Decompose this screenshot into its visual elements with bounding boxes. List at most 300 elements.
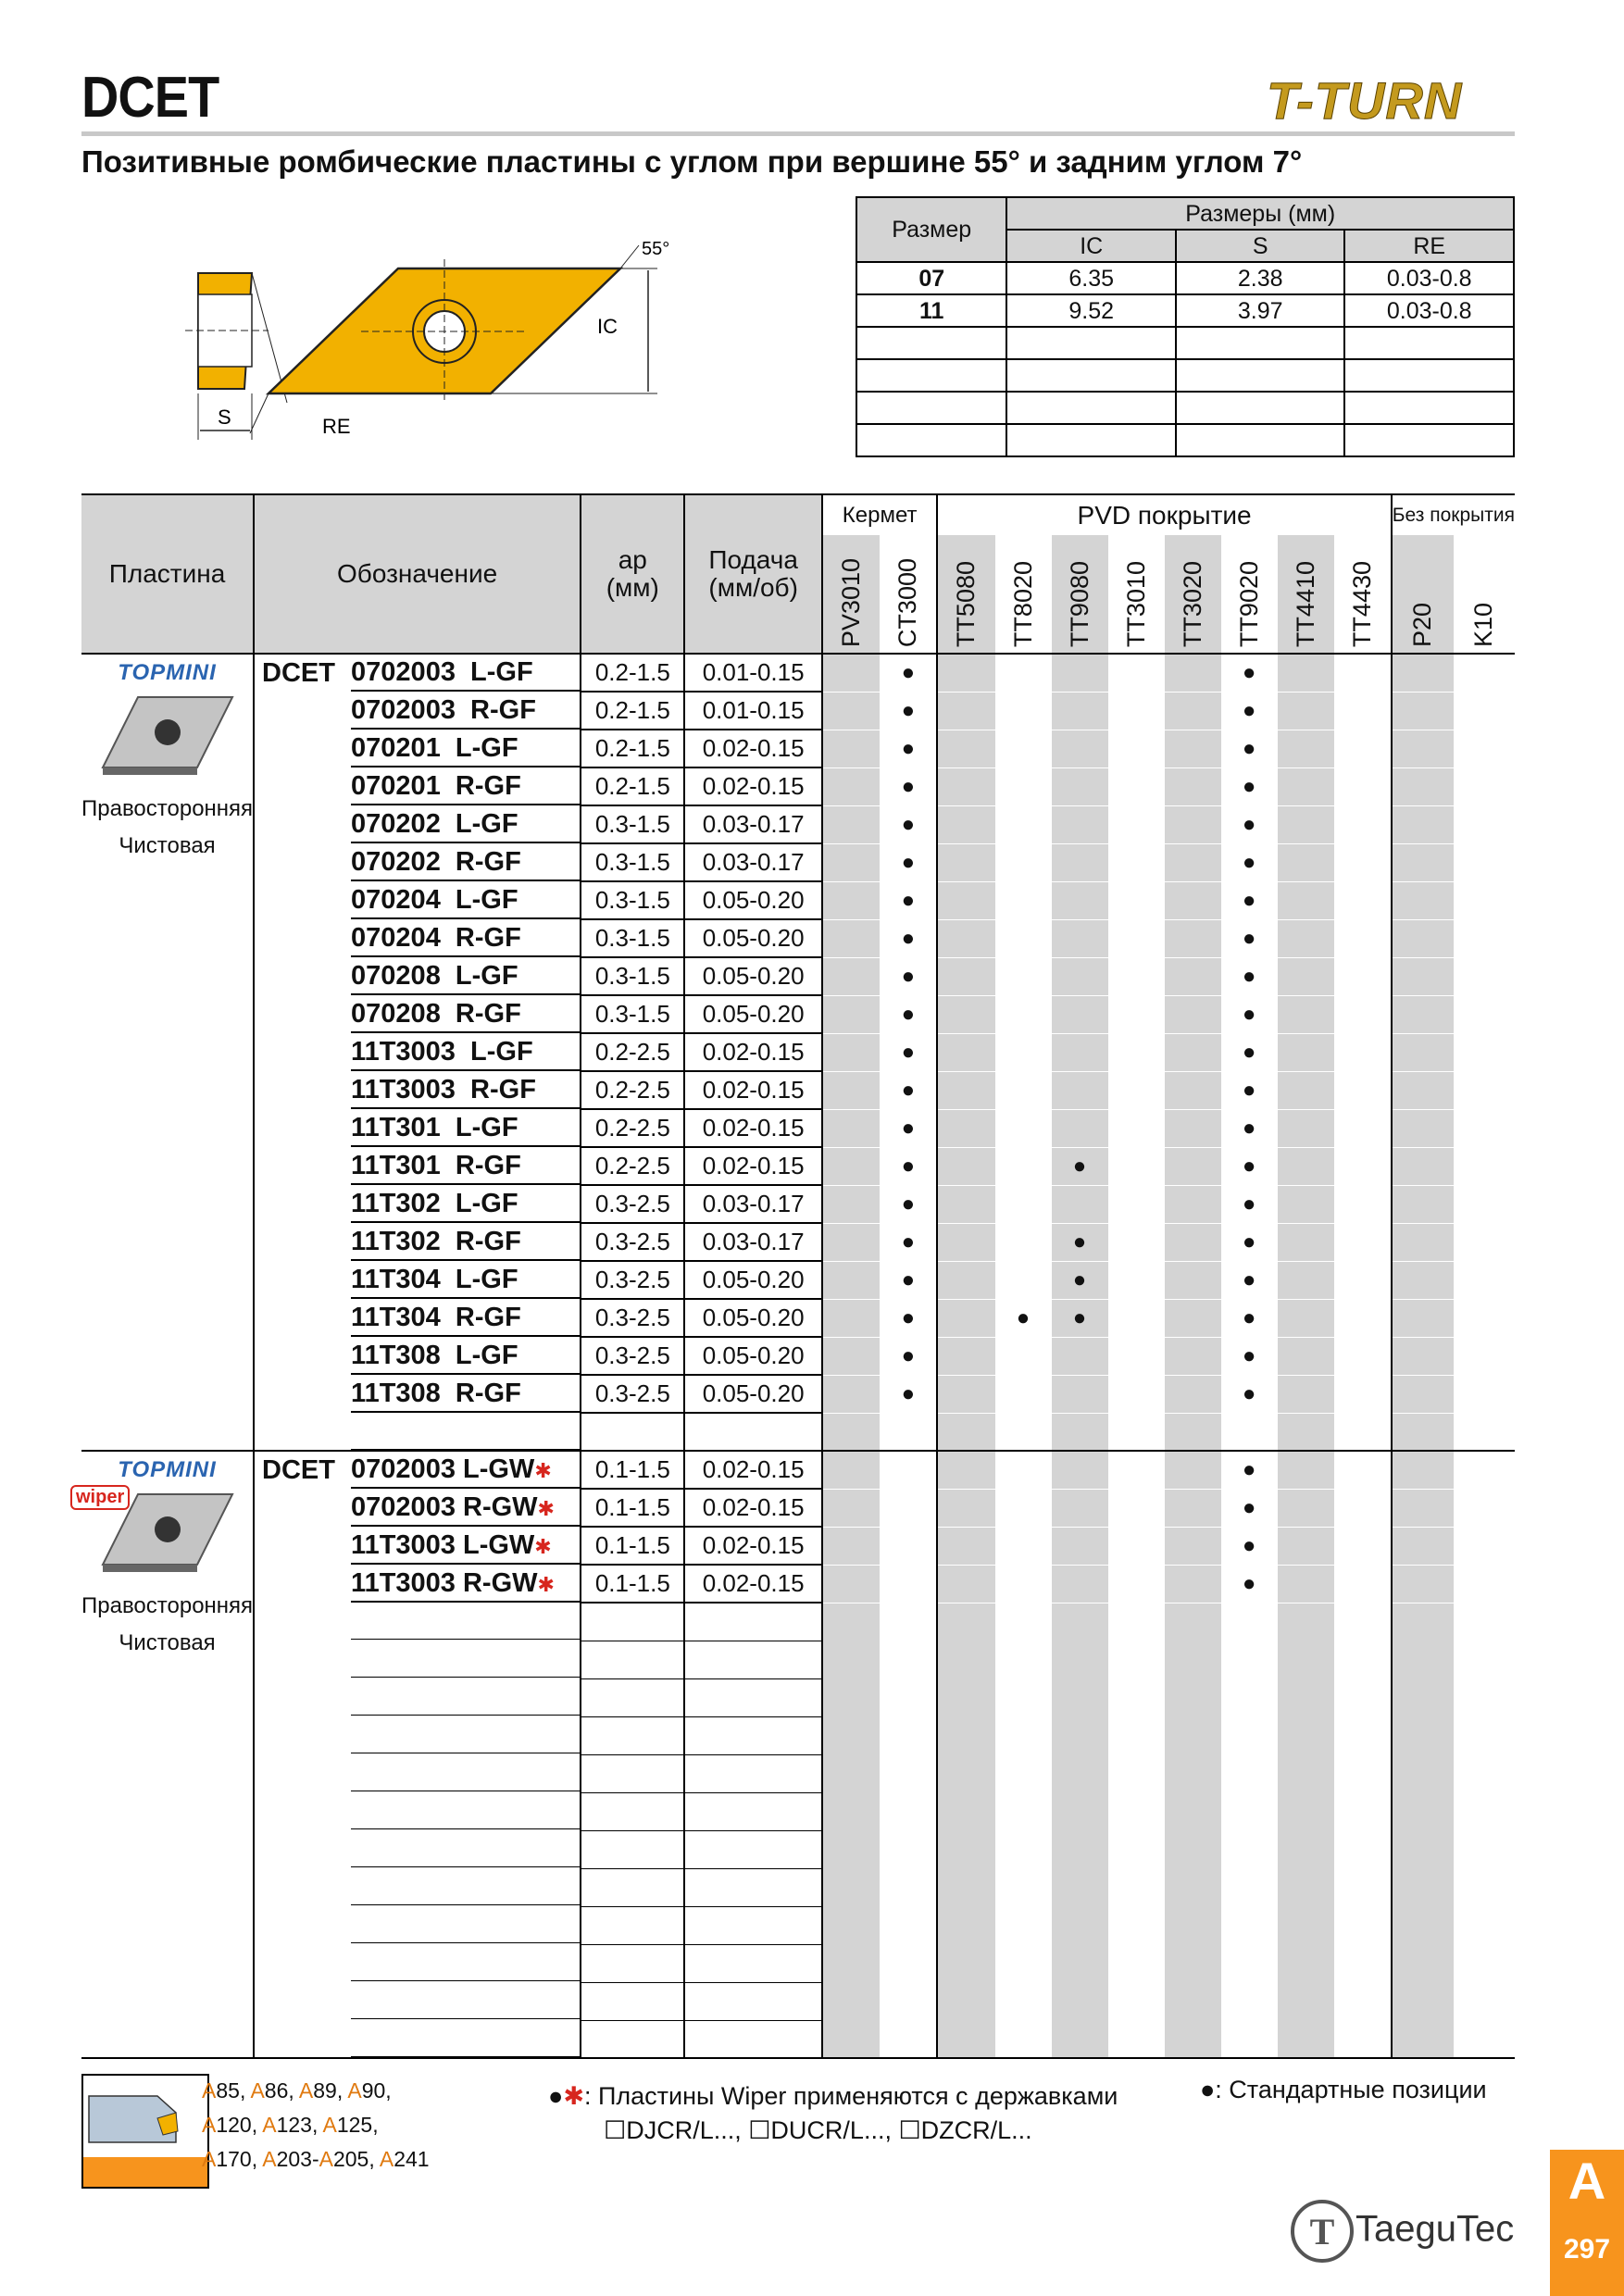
grade-cell — [1221, 1678, 1278, 1716]
ap-cell: 0.2-2.5 — [581, 1147, 684, 1185]
grade-cell — [1165, 1299, 1221, 1337]
grade-cell — [1165, 1413, 1221, 1451]
grade-cell — [1334, 805, 1392, 843]
grade-cell — [1334, 1565, 1392, 1603]
grade-cell — [822, 730, 880, 767]
grade-cell — [1454, 1413, 1515, 1451]
grade-cell — [1334, 2020, 1392, 2058]
grade-cell — [1278, 1527, 1334, 1565]
grade-cell — [1392, 1868, 1454, 1906]
grade-cell — [1165, 1071, 1221, 1109]
grade-cell: ● — [880, 1185, 937, 1223]
designation-cell — [254, 995, 581, 1033]
ap-cell: 0.1-1.5 — [581, 1527, 684, 1565]
grade-cell — [1334, 1337, 1392, 1375]
insert-side: Правосторонняя — [81, 796, 254, 821]
grade-cell: ● — [1221, 1071, 1278, 1109]
grade-cell — [995, 1071, 1052, 1109]
grade-cell — [1108, 767, 1165, 805]
table-row — [81, 995, 1515, 1033]
grade-header-tt8020 — [995, 535, 1052, 654]
grade-cell — [880, 1641, 937, 1678]
dims-s-header: S — [1176, 230, 1345, 262]
grade-cell — [1108, 1792, 1165, 1830]
grade-cell — [1165, 1375, 1221, 1413]
grade-cell — [995, 1678, 1052, 1716]
ap-cell — [581, 1906, 684, 1944]
grade-cell — [995, 995, 1052, 1033]
grade-cell — [937, 881, 994, 919]
grade-cell — [1454, 2020, 1515, 2058]
feed-header: Подача (мм/об) — [684, 494, 821, 654]
grade-cell — [1454, 1944, 1515, 1982]
grade-cell — [1392, 1716, 1454, 1754]
grade-header-tt9080 — [1052, 535, 1108, 654]
page-ref[interactable]: A205 — [319, 2147, 369, 2171]
topmini-logo: TOPMINI — [118, 1457, 217, 1482]
grade-cell — [1392, 2020, 1454, 2058]
grade-cell — [937, 767, 994, 805]
ref-separator: , — [336, 2078, 348, 2103]
grade-cell — [1454, 1868, 1515, 1906]
grade-cell — [1334, 1830, 1392, 1868]
grade-cell — [937, 843, 994, 881]
feed-cell: 0.03-0.17 — [684, 843, 821, 881]
grade-cell — [1108, 2020, 1165, 2058]
grade-cell — [1392, 1185, 1454, 1223]
feed-cell: 0.01-0.15 — [684, 692, 821, 730]
ref-separator: , — [385, 2078, 392, 2103]
grade-cell — [1108, 957, 1165, 995]
grade-cell — [1392, 1337, 1454, 1375]
grade-cell — [1165, 843, 1221, 881]
page-ref[interactable]: A86 — [250, 2078, 289, 2103]
grade-cell — [1165, 957, 1221, 995]
grade-cell — [1278, 1071, 1334, 1109]
feed-cell — [684, 1830, 821, 1868]
grade-cell — [937, 1603, 994, 1641]
grade-label: PV3010 — [837, 557, 865, 647]
dims-re-header: RE — [1344, 230, 1514, 262]
grade-cell — [1052, 1754, 1108, 1792]
grade-cell — [822, 1641, 880, 1678]
grade-cell — [995, 1830, 1052, 1868]
grade-cell — [1108, 1375, 1165, 1413]
grade-cell — [1278, 1603, 1334, 1641]
grade-cell — [1454, 843, 1515, 881]
header-rule — [81, 131, 1515, 136]
grade-cell — [1278, 2020, 1334, 2058]
page-ref[interactable]: A120 — [202, 2113, 252, 2137]
page-ref[interactable]: A241 — [379, 2147, 430, 2171]
grade-cell — [1165, 1261, 1221, 1299]
grade-cell — [1454, 1071, 1515, 1109]
grade-cell — [1165, 805, 1221, 843]
page-ref[interactable]: A90 — [347, 2078, 386, 2103]
grade-cell — [1392, 1641, 1454, 1678]
grade-cell — [1278, 654, 1334, 692]
grade-cell — [1052, 1489, 1108, 1527]
table-row — [81, 957, 1515, 995]
grade-cell — [822, 767, 880, 805]
grade-cell — [1108, 1754, 1165, 1792]
brand-name: TaeguTec — [1355, 2208, 1515, 2250]
designation-cell — [254, 692, 581, 730]
grade-cell — [1108, 1944, 1165, 1982]
ap-cell: 0.3-1.5 — [581, 881, 684, 919]
ap-cell: 0.2-2.5 — [581, 1033, 684, 1071]
grade-cell: ● — [1221, 843, 1278, 881]
grade-cell — [1454, 957, 1515, 995]
insert-code: 11T301 L-GF — [351, 1112, 518, 1142]
designation-cell — [254, 1678, 581, 1716]
grade-cell — [1454, 1982, 1515, 2020]
grade-cell — [1278, 1147, 1334, 1185]
table-row — [81, 2020, 1515, 2058]
ap-cell — [581, 1678, 684, 1716]
grade-cell — [1108, 1299, 1165, 1337]
feed-cell — [684, 2020, 821, 2058]
grade-cell — [1052, 767, 1108, 805]
grade-cell — [822, 2020, 880, 2058]
grade-cell — [1278, 1716, 1334, 1754]
grade-label: TT9080 — [1065, 560, 1093, 647]
grade-cell — [1392, 1489, 1454, 1527]
grade-cell — [1392, 1603, 1454, 1641]
grade-cell — [995, 919, 1052, 957]
grade-cell — [1052, 957, 1108, 995]
table-row — [81, 1830, 1515, 1868]
grade-cell — [1392, 1830, 1454, 1868]
grade-cell: ● — [1052, 1223, 1108, 1261]
table-row — [81, 919, 1515, 957]
grade-cell: ● — [1221, 1565, 1278, 1603]
grade-cell — [1334, 767, 1392, 805]
grade-cell — [1221, 2020, 1278, 2058]
grade-cell — [995, 730, 1052, 767]
grade-cell — [937, 2020, 994, 2058]
designation-cell — [254, 1982, 581, 2020]
page-ref[interactable]: A203 — [262, 2147, 312, 2171]
grade-cell — [1278, 1337, 1334, 1375]
feed-cell: 0.05-0.20 — [684, 1261, 821, 1299]
feed-cell — [684, 1754, 821, 1792]
grade-cell — [937, 1678, 994, 1716]
page-ref[interactable]: A123 — [262, 2113, 312, 2137]
grade-label: TT9020 — [1234, 560, 1263, 647]
grade-cell — [1454, 1147, 1515, 1185]
ap-cell: 0.1-1.5 — [581, 1565, 684, 1603]
page-ref[interactable]: A170 — [202, 2147, 252, 2171]
table-row — [81, 1375, 1515, 1413]
grade-cell — [1334, 1678, 1392, 1716]
grade-cell — [822, 1489, 880, 1527]
grade-cell — [937, 1527, 994, 1565]
grade-cell — [1052, 843, 1108, 881]
table-row — [81, 1603, 1515, 1641]
feed-cell — [684, 1906, 821, 1944]
grade-cell — [1454, 1223, 1515, 1261]
feed-cell: 0.03-0.17 — [684, 1223, 821, 1261]
grade-cell: ● — [1221, 995, 1278, 1033]
designation-cell — [254, 1337, 581, 1375]
ap-cell — [581, 1830, 684, 1868]
grade-cell — [1454, 1906, 1515, 1944]
grade-cell — [1052, 1375, 1108, 1413]
holder-thumbnail — [81, 2074, 209, 2189]
grade-cell: ● — [1052, 1147, 1108, 1185]
grade-cell — [880, 1716, 937, 1754]
grade-cell — [1454, 1337, 1515, 1375]
grade-cell: ● — [880, 1337, 937, 1375]
ref-separator: , — [251, 2147, 263, 2171]
grade-cell — [1221, 1792, 1278, 1830]
page-ref[interactable]: A85 — [202, 2078, 240, 2103]
feed-cell — [684, 1641, 821, 1678]
grade-label: TT3010 — [1121, 560, 1150, 647]
insert-code: 070201 L-GF — [351, 732, 518, 763]
dims-size-cell: 11 — [856, 294, 1006, 327]
grade-cell — [1454, 730, 1515, 767]
feed-cell — [684, 1603, 821, 1641]
dims-ic-cell: 9.52 — [1006, 294, 1176, 327]
grade-cell — [1052, 1830, 1108, 1868]
designation-cell — [254, 1944, 581, 1982]
grade-cell — [822, 1603, 880, 1641]
dimensions-table — [856, 196, 1515, 457]
designation-cell — [254, 1033, 581, 1071]
star-symbol: ✱ — [537, 1496, 555, 1520]
ref-separator: - — [311, 2147, 319, 2171]
ap-cell — [581, 1716, 684, 1754]
grade-cell — [822, 654, 880, 692]
table-row — [81, 843, 1515, 881]
insert-code: 070201 R-GF — [351, 770, 521, 801]
grade-cell — [822, 1033, 880, 1071]
feed-cell: 0.02-0.15 — [684, 767, 821, 805]
grade-cell — [1278, 1489, 1334, 1527]
designation-cell — [254, 1754, 581, 1792]
grade-cell — [1165, 1982, 1221, 2020]
grade-header-tt4430 — [1334, 535, 1392, 654]
grade-cell — [822, 1906, 880, 1944]
grade-cell — [937, 805, 994, 843]
insert-code: 11T304 R-GF — [351, 1302, 521, 1332]
grade-cell — [1334, 1868, 1392, 1906]
ap-cell: 0.3-2.5 — [581, 1337, 684, 1375]
grade-cell: ● — [1221, 1451, 1278, 1489]
grade-cell — [1052, 1944, 1108, 1982]
feed-cell: 0.02-0.15 — [684, 1109, 821, 1147]
grade-cell — [1052, 1033, 1108, 1071]
grade-cell — [1165, 692, 1221, 730]
re-label: RE — [322, 415, 351, 438]
grade-cell — [1165, 1033, 1221, 1071]
dims-group-header: Размеры (мм) — [1006, 197, 1514, 230]
grade-cell — [1108, 881, 1165, 919]
grade-cell — [1454, 1565, 1515, 1603]
ap-cell: 0.3-2.5 — [581, 1375, 684, 1413]
designation-cell — [254, 1413, 581, 1451]
grade-cell — [1052, 730, 1108, 767]
grade-cell — [822, 1527, 880, 1565]
grade-cell — [822, 881, 880, 919]
insert-code: 0702003 L-GF — [351, 657, 533, 687]
insert-code: 11T308 L-GF — [351, 1340, 518, 1370]
grade-cell — [822, 1868, 880, 1906]
grade-cell — [880, 1603, 937, 1641]
grade-cell — [937, 654, 994, 692]
ap-cell — [581, 2020, 684, 2058]
grade-cell — [1052, 1185, 1108, 1223]
grade-cell — [937, 1109, 994, 1147]
grade-cell — [1108, 1868, 1165, 1906]
grade-cell — [1165, 1716, 1221, 1754]
tip-angle-label: 55° — [642, 239, 670, 259]
grade-cell — [1052, 1906, 1108, 1944]
svg-text:T: T — [1309, 2211, 1335, 2252]
grade-cell — [1278, 1982, 1334, 2020]
grade-cell — [995, 957, 1052, 995]
ref-separator: , — [369, 2147, 380, 2171]
grade-cell — [1334, 1109, 1392, 1147]
grade-cell — [1108, 1678, 1165, 1716]
table-row — [81, 1033, 1515, 1071]
table-row — [81, 1906, 1515, 1944]
grade-cell — [1165, 1678, 1221, 1716]
grade-cell — [1278, 957, 1334, 995]
table-row — [81, 1185, 1515, 1223]
insert-code: 11T3003 R-GW — [351, 1567, 538, 1598]
grade-cell — [1278, 1413, 1334, 1451]
grade-cell — [1454, 1489, 1515, 1527]
grade-cell: ● — [1221, 1527, 1278, 1565]
ap-cell — [581, 1982, 684, 2020]
grade-cell — [1334, 881, 1392, 919]
grade-cell — [937, 1754, 994, 1792]
dims-ic-header: IC — [1006, 230, 1176, 262]
feed-cell — [684, 1868, 821, 1906]
grade-cell — [880, 1527, 937, 1565]
grade-cell — [937, 1906, 994, 1944]
insert-code: 0702003 R-GF — [351, 694, 536, 725]
ap-cell: 0.2-2.5 — [581, 1071, 684, 1109]
grade-cell — [995, 654, 1052, 692]
grade-cell — [1454, 1375, 1515, 1413]
grade-cell — [1334, 692, 1392, 730]
grade-cell — [1108, 1147, 1165, 1185]
ref-separator: , — [251, 2113, 263, 2137]
dims-re-cell: 0.03-0.8 — [1344, 294, 1514, 327]
grade-cell — [1392, 1033, 1454, 1071]
dims-row-empty — [856, 424, 1514, 456]
grade-label: TT3020 — [1178, 560, 1206, 647]
grade-cell: ● — [1052, 1261, 1108, 1299]
grade-cell — [880, 1489, 937, 1527]
ref-separator: , — [311, 2113, 323, 2137]
insert-code: 070208 L-GF — [351, 960, 518, 991]
grade-cell — [822, 1071, 880, 1109]
grade-table — [76, 493, 1515, 2060]
star-symbol: ✱ — [563, 2082, 584, 2110]
grade-cell — [822, 1223, 880, 1261]
insert-diagram — [176, 222, 694, 444]
grade-cell — [937, 1982, 994, 2020]
designation-cell — [254, 654, 581, 692]
grade-cell — [1334, 1603, 1392, 1641]
table-row — [81, 1868, 1515, 1906]
grade-cell — [1454, 995, 1515, 1033]
designation-cell — [254, 1375, 581, 1413]
grade-cell — [995, 1223, 1052, 1261]
feed-cell: 0.05-0.20 — [684, 1299, 821, 1337]
taegutec-emblem-icon — [1289, 2198, 1355, 2265]
ref-separator: , — [372, 2113, 379, 2137]
ap-cell: 0.3-2.5 — [581, 1185, 684, 1223]
grade-cell — [1165, 1754, 1221, 1792]
insert-code: 070202 R-GF — [351, 846, 521, 877]
feed-cell: 0.02-0.15 — [684, 730, 821, 767]
dims-row — [856, 294, 1514, 327]
grade-cell — [1392, 1754, 1454, 1792]
designation-cell — [254, 1147, 581, 1185]
grade-cell — [1454, 1299, 1515, 1337]
grade-label: P20 — [1408, 602, 1437, 647]
ap-cell — [581, 1944, 684, 1982]
grade-cell — [1052, 1603, 1108, 1641]
page-ref[interactable]: A125 — [322, 2113, 373, 2137]
designation-cell — [254, 1641, 581, 1678]
page-title: DCET — [81, 66, 219, 130]
grade-cell — [937, 1413, 994, 1451]
feed-cell: 0.03-0.17 — [684, 805, 821, 843]
grade-cell — [1278, 1830, 1334, 1868]
feed-cell — [684, 1792, 821, 1830]
page-ref[interactable]: A89 — [298, 2078, 337, 2103]
grade-cell: ● — [880, 1071, 937, 1109]
grade-cell: ● — [880, 1223, 937, 1261]
grade-cell — [1278, 919, 1334, 957]
insert-code: 11T3003 L-GW — [351, 1529, 535, 1560]
grade-cell — [937, 1223, 994, 1261]
grade-cell — [1334, 1754, 1392, 1792]
grade-cell — [822, 1565, 880, 1603]
ap-cell: 0.1-1.5 — [581, 1451, 684, 1489]
designation-cell — [254, 1792, 581, 1830]
grade-cell — [1334, 1451, 1392, 1489]
grade-cell — [880, 1451, 937, 1489]
t-turn-logo: T-TURN — [1267, 71, 1463, 130]
grade-cell: ● — [880, 1109, 937, 1147]
cermet-group-header: Кермет — [822, 494, 938, 535]
feed-cell — [684, 1982, 821, 2020]
grade-cell — [1392, 767, 1454, 805]
grade-cell: ● — [1221, 1261, 1278, 1299]
grade-cell — [822, 1299, 880, 1337]
grade-cell: ● — [1221, 1185, 1278, 1223]
grade-cell — [937, 1337, 994, 1375]
grade-cell — [1334, 1223, 1392, 1261]
feed-cell: 0.05-0.20 — [684, 957, 821, 995]
grade-cell — [1108, 1109, 1165, 1147]
grade-header-tt3010 — [1108, 535, 1165, 654]
grade-label: K10 — [1469, 602, 1498, 647]
grade-cell — [822, 692, 880, 730]
designation-cell — [254, 881, 581, 919]
star-symbol: ✱ — [534, 1534, 552, 1558]
grade-cell — [822, 1982, 880, 2020]
grade-cell: ● — [880, 692, 937, 730]
